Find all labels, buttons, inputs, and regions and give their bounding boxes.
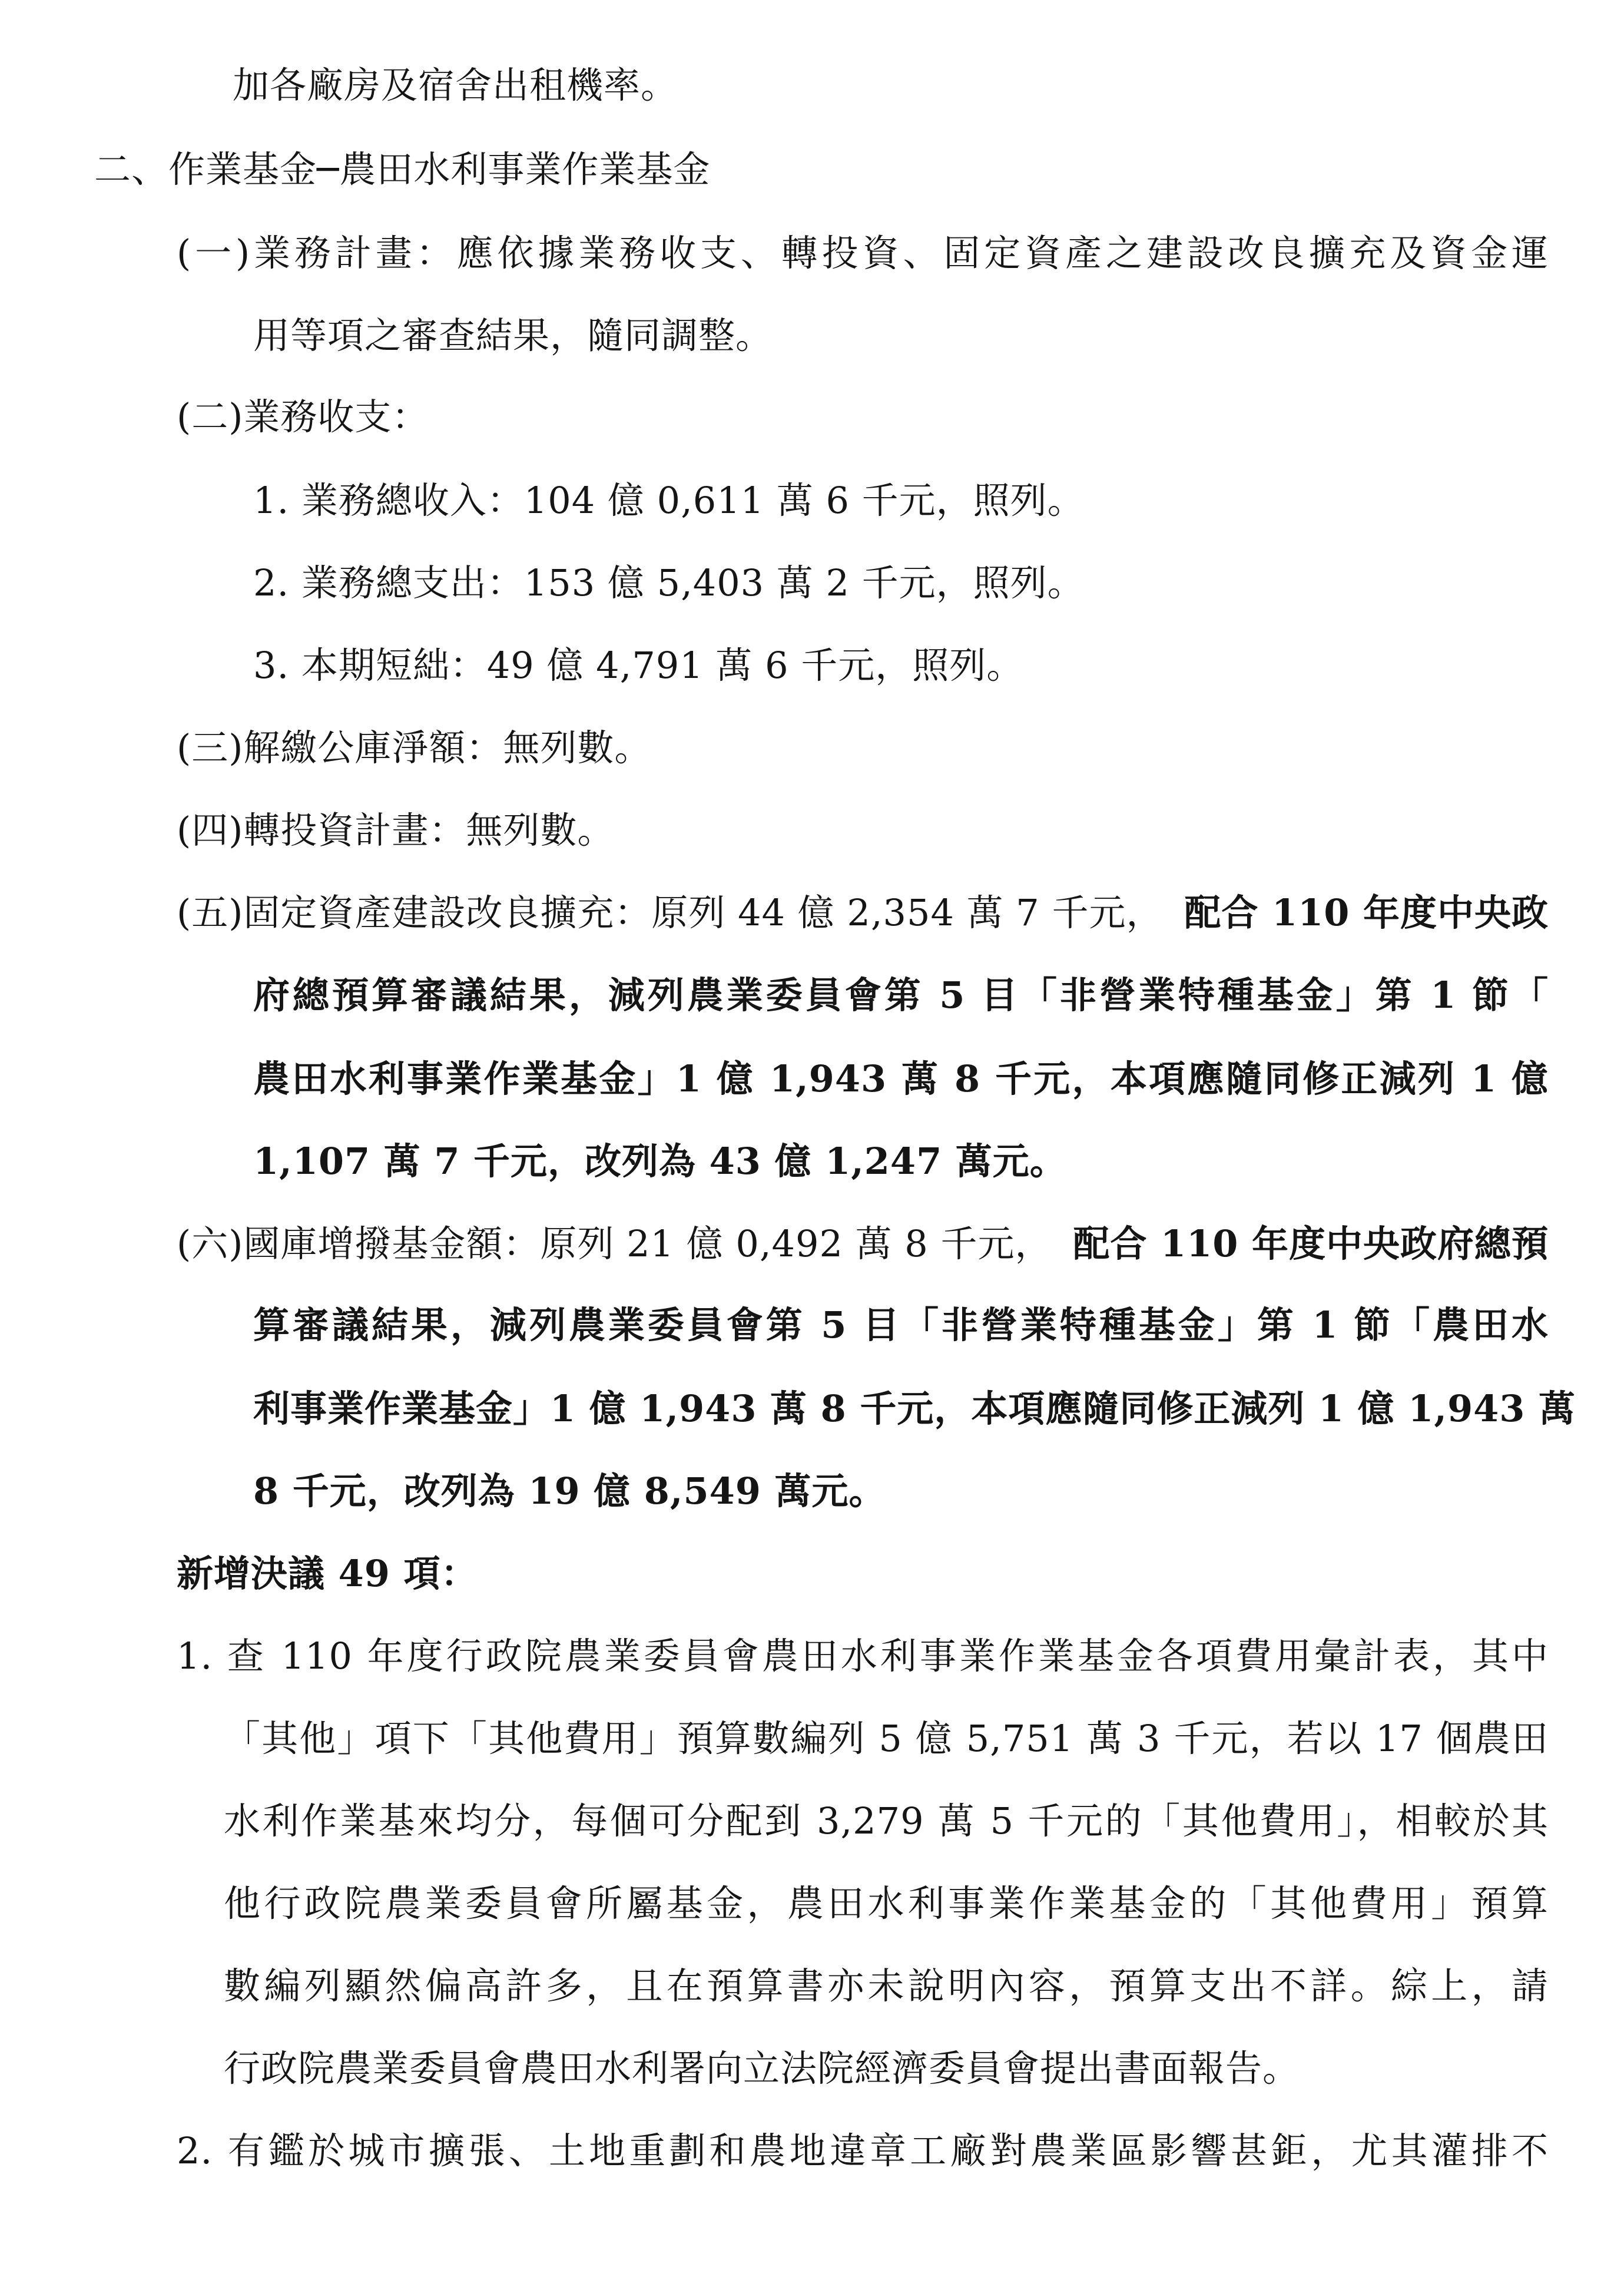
item1-line-a: (一)業務計畫：應依據業務收支、轉投資、固定資產之建設改良擴充及資金運 <box>177 231 1549 274</box>
item2-shortfall: 3. 本期短絀：49 億 4,791 萬 6 千元，照列。 <box>253 644 1024 687</box>
item5-line-a <box>177 889 1549 937</box>
item5-line-b: 府總預算審議結果，減列農業委員會第 5 目「非營業特種基金」第 1 節「 <box>253 974 1549 1017</box>
item1-line-b: 用等項之審查結果，隨同調整。 <box>253 314 773 357</box>
item6-line-a-plain: (六)國庫增撥基金額：原列 21 億 0,492 萬 8 千元， <box>177 1222 1052 1265</box>
item6-line-d: 8 千元，改列為 19 億 8,549 萬元。 <box>253 1470 886 1513</box>
section-two-heading: 二、作業基金─農田水利事業作業基金 <box>94 148 711 191</box>
res1-line-e: 數編列顯然偏高許多，且在預算書亦未說明內容，預算支出不詳。綜上，請 <box>224 1964 1549 2007</box>
carry-over-line: 加各廠房及宿舍出租機率。 <box>233 64 678 107</box>
item5-line-d: 1,107 萬 7 千元，改列為 43 億 1,247 萬元。 <box>253 1140 1067 1183</box>
res2-line-a: 2. 有鑑於城市擴張、土地重劃和農地違章工廠對農業區影響甚鉅，尤其灌排不 <box>177 2129 1549 2172</box>
item5-line-a-bold: 配合 110 年度中央政 <box>1184 891 1549 934</box>
item5-line-c: 農田水利事業作業基金」1 億 1,943 萬 8 千元，本項應隨同修正減列 1 億 <box>253 1057 1549 1100</box>
item6-line-b: 算審議結果，減列農業委員會第 5 目「非營業特種基金」第 1 節「農田水 <box>253 1303 1549 1346</box>
res1-line-d: 他行政院農業委員會所屬基金，農田水利事業作業基金的「其他費用」預算 <box>224 1882 1549 1925</box>
item6-line-a <box>177 1220 1549 1268</box>
item6-line-c: 利事業作業基金」1 億 1,943 萬 8 千元，本項應隨同修正減列 1 億 1,943 萬 <box>253 1387 1576 1430</box>
res1-line-f: 行政院農業委員會農田水利署向立法院經濟委員會提出書面報告。 <box>224 2047 1300 2090</box>
item6-line-a-bold: 配合 110 年度中央政府總預 <box>1073 1222 1549 1265</box>
res1-line-c: 水利作業基來均分，每個可分配到 3,279 萬 5 千元的「其他費用」，相較於其 <box>224 1799 1549 1842</box>
resolutions-heading: 新增決議 49 項： <box>177 1552 478 1595</box>
item2-revenue: 1. 業務總收入：104 億 0,611 萬 6 千元，照列。 <box>253 479 1085 522</box>
item2-heading: (二)業務收支： <box>177 395 429 438</box>
res1-line-a: 1. 查 110 年度行政院農業委員會農田水利事業作業基金各項費用彙計表，其中 <box>177 1634 1549 1677</box>
item3-line: (三)解繳公庫淨額：無列數。 <box>177 726 652 769</box>
item4-line: (四)轉投資計畫：無列數。 <box>177 809 615 852</box>
item5-line-a-plain: (五)固定資產建設改良擴充：原列 44 億 2,354 萬 7 千元， <box>177 891 1164 934</box>
item2-expense: 2. 業務總支出：153 億 5,403 萬 2 千元，照列。 <box>253 561 1085 604</box>
res1-line-b: 「其他」項下「其他費用」預算數編列 5 億 5,751 萬 3 千元，若以 17 個農田 <box>224 1717 1549 1760</box>
